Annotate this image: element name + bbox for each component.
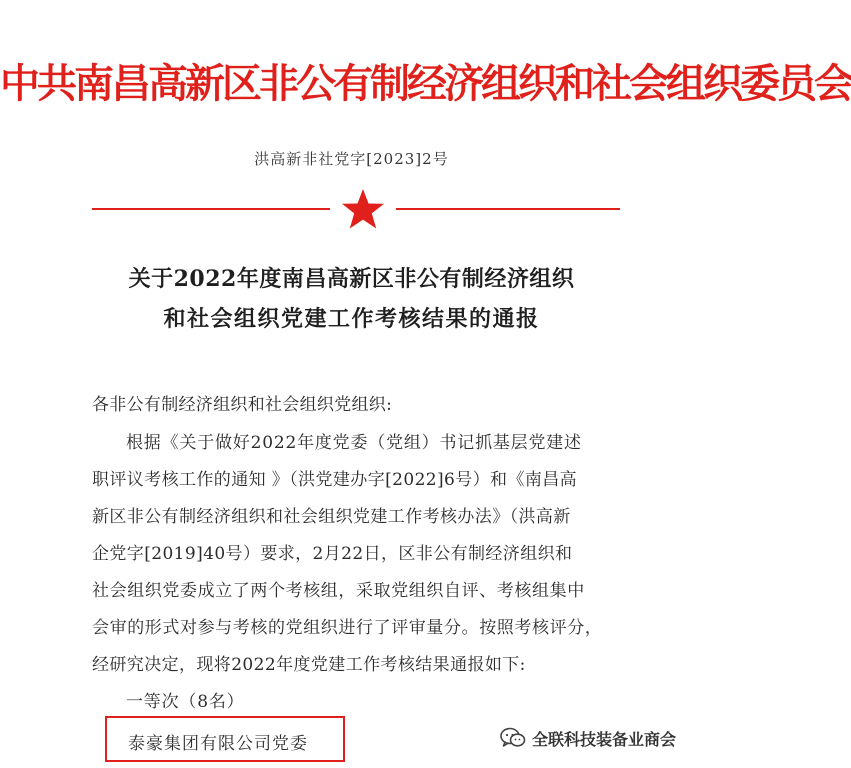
- document-title-line-2: 和社会组织党建工作考核结果的通报: [163, 306, 540, 332]
- watermark-text: 全联科技装备业商会: [532, 729, 677, 749]
- body-text-line: 职评议考核工作的通知 》（洪党建办字[2022]6号）和《南昌高: [92, 470, 578, 490]
- salutation: 各非公有制经济组织和社会组织党组织:: [92, 395, 393, 415]
- body-text-line: 会审的形式对参与考核的党组织进行了评审量分。按照考核评分，: [92, 618, 603, 638]
- wechat-watermark: [500, 724, 676, 752]
- wechat-icon: [500, 727, 526, 749]
- red-divider-left: [92, 208, 330, 210]
- body-text-line: 根据《关于做好2022年度党委（党组）书记抓基层党建述: [126, 433, 582, 453]
- first-tier-winner: 泰豪集团有限公司党委: [128, 734, 308, 754]
- body-text-line: 经研究决定，现将2022年度党建工作考核结果通报如下:: [92, 655, 526, 675]
- body-text-line: 新区非公有制经济组织和社会组织党建工作考核办法》（洪高新: [92, 507, 571, 527]
- document-number: 洪高新非社党字[2023]2号: [254, 150, 449, 168]
- document-title-line-1: 关于2022年度南昌高新区非公有制经济组织: [128, 266, 575, 292]
- rank-heading-first-tier: 一等次（8名）: [126, 692, 245, 712]
- red-star-icon: [340, 187, 386, 231]
- body-text-line: 企党字[2019]40号）要求，2月22日，区非公有制经济组织和: [92, 544, 573, 564]
- red-divider-right: [396, 208, 620, 210]
- body-text-line: 社会组织党委成立了两个考核组，采取党组织自评、考核组集中: [92, 581, 585, 601]
- issuing-organization-header: 中共南昌高新区非公有制经济组织和社会组织委员会: [0, 61, 851, 107]
